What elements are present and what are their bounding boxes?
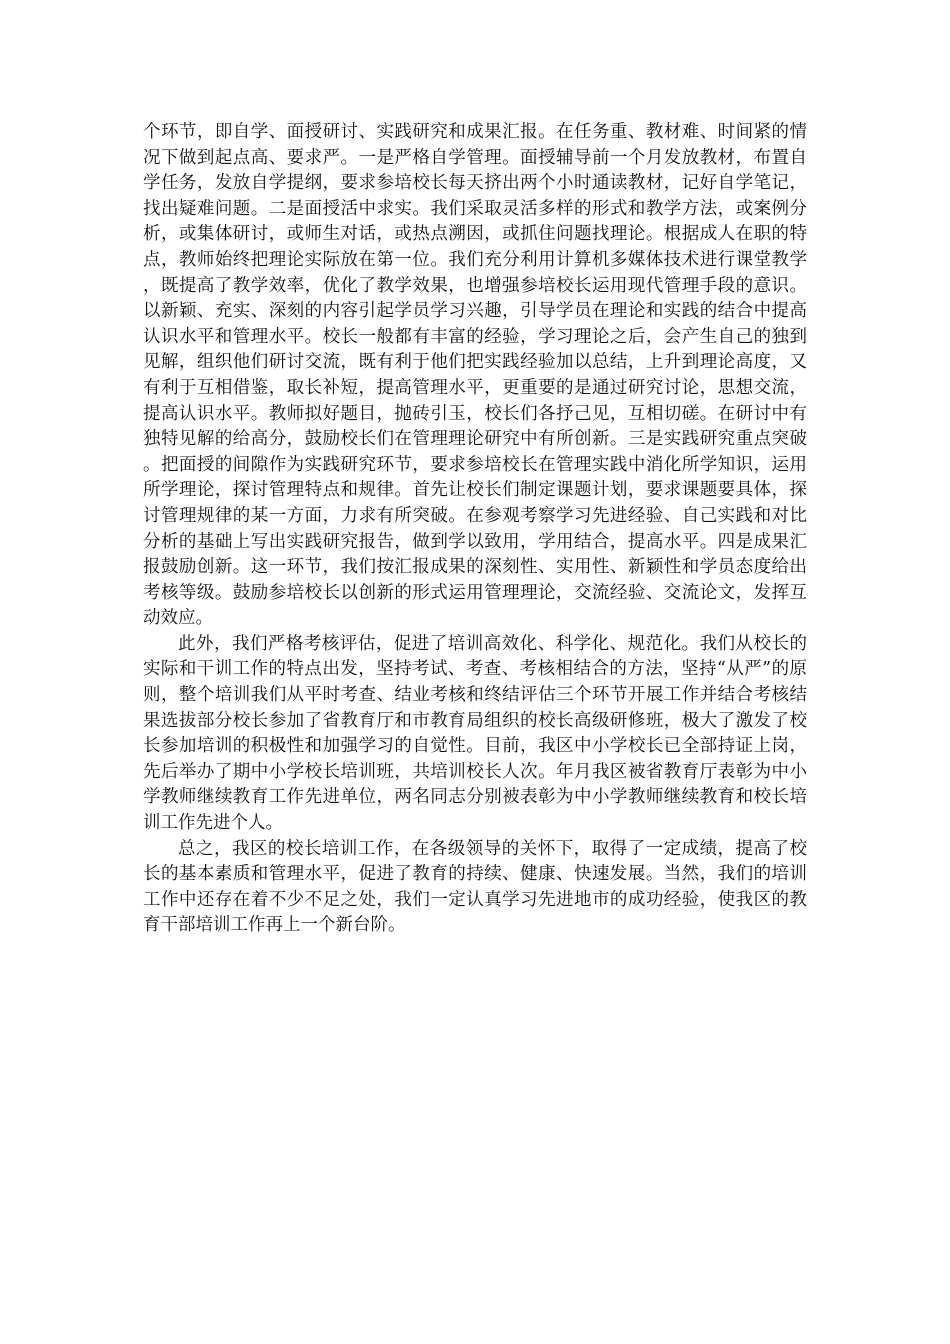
document-body — [143, 120, 807, 939]
paragraph-3: 总之，我区的校长培训工作，在各级领导的关怀下，取得了一定成绩，提高了校长的基本素质和管理水平，促进了教育的持续、健康、快速发展。当然，我们的培训工作中还存在着不少不足之处，我们一定认真学习先进地市的成功经验，使我区的教育干部培训工作再上一个新台阶。 — [143, 838, 807, 936]
paragraph-2: 此外，我们严格考核评估，促进了培训高效化、科学化、规范化。我们从校长的实际和干训工作的特点出发，坚持考试、考查、考核相结合的方法，坚持“从严”的原则，整个培训我们从平时考查、结业考核和终结评估三个环节开展工作并结合考核结果选拔部分校长参加了省教育厅和市教育局组织的校长高级研修班，极大了激发了校长参加培训的积极性和加强学习的自觉性。目前，我区中小学校长已全部持证上岗，先后举办了期中小学校长培训班，共培训校长人次。年月我区被省教育厅表彰为中小学教师继续教育工作先进单位，两名同志分别被表彰为中小学教师继续教育和校长培训工作先进个人。 — [143, 633, 807, 834]
paragraph-1: 个环节，即自学、面授研讨、实践研究和成果汇报。在任务重、教材难、时间紧的情况下做到起点高、要求严。一是严格自学管理。面授辅导前一个月发放教材，布置自学任务，发放自学提纲，要求参培校长每天挤出两个小时通读教材，记好自学笔记，找出疑难问题。二是面授活中求实。我们采取灵活多样的形式和教学方法，或案例分析，或集体研讨，或师生对话，或热点溯因，或抓住问题找理论。根据成人在职的特点，教师始终把理论实际放在第一位。我们充分利用计算机多媒体技术进行课堂教学，既提高了教学效率，优化了教学效果，也增强参培校长运用现代管理手段的意识。以新颖、充实、深刻的内容引起学员学习兴趣，引导学员在理论和实践的结合中提高认识水平和管理水平。校长一般都有丰富的经验，学习理论之后，会产生自己的独到见解，组织他们研讨交流，既有利于他们把实践经验加以总结，上升到理论高度，又有利于互相借鉴，取长补短，提高管理水平，更重要的是通过研究讨论，思想交流，提高认识水平。教师拟好题目，抛砖引玉，校长们各抒己见，互相切磋。在研讨中有独特见解的给高分，鼓励校长们在管理理论研究中有所创新。三是实践研究重点突破。把面授的间隙作为实践研究环节，要求参培校长在管理实践中消化所学知识，运用所学理论，探讨管理特点和规律。首先让校长们制定课题计划，要求课题要具体，探讨管理规律的某一方面，力求有所突破。在参观考察学习先进经验、自己实践和对比分析的基础上写出实践研究报告，做到学以致用，学用结合，提高水平。四是成果汇报鼓励创新。这一环节，我们按汇报成果的深刻性、实用性、新颖性和学员态度给出考核等级。鼓励参培校长以创新的形式运用管理理论，交流经验、交流论文，发挥互动效应。 — [143, 122, 807, 629]
